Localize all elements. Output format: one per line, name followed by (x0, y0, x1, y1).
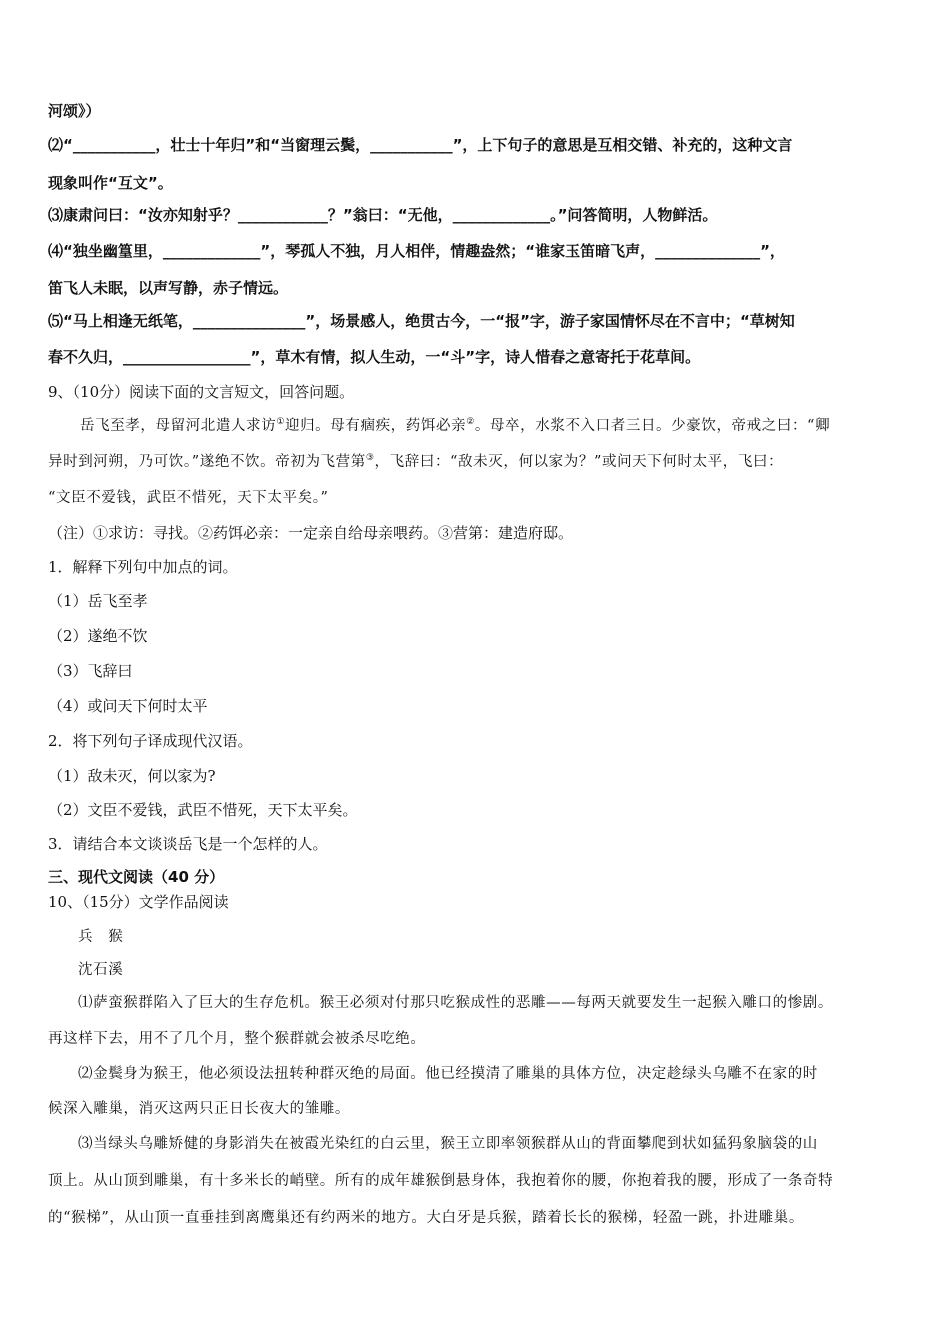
sub-question-2-item-1: （1）敌未灭，何以家为? (48, 767, 216, 785)
story-paragraph-2: ⑵金鬓身为猴王，他必须设法扭转种群灭绝的局面。他已经摸清了雕巢的具体方位，决定趁绿头乌雕不在家的时 (78, 1066, 818, 1082)
sub-question-1-item-1: （1）岳飞至孝 (48, 592, 148, 610)
fill-blank-question-5-cont: 春不久归，_________________”，草木有情，拟人生动，一“斗”字，诗人惜春之意寄托于花草间。 (48, 348, 701, 366)
question-10-heading: 10、（15分）文学作品阅读 (48, 893, 229, 911)
footnote-marker: ① (276, 417, 285, 428)
question-9-heading: 9、（10分）阅读下面的文言短文，回答问题。 (48, 383, 355, 401)
story-paragraph-1-cont: 再这样下去，用不了几个月，整个猴群就会被杀尽吃绝。 (48, 1031, 426, 1047)
sub-question-1: 1．解释下列句中加点的词。 (48, 558, 238, 576)
classical-passage-line-2: 异时到河朔，乃可饮。”遂绝不饮。帝初为飞营第③，飞辞曰：“敌未灭，何以家为？”或问天下何时太平，飞曰： (48, 453, 784, 470)
annotation-note: （注）①求访：寻找。②药饵必亲：一定亲自给母亲喂药。③营第：建造府邸。 (48, 524, 574, 542)
story-paragraph-3: ⑶当绿头乌雕矫健的身影消失在被霞光染红的白云里，猴王立即率领猴群从山的背面攀爬到状如猛犸象脑袋的山 (78, 1136, 818, 1152)
fill-blank-question-4: ⑷“独坐幽篁里，_____________”，琴孤人不独，月人相伴，情趣盎然；“谁家玉笛暗飞声，______________”， (48, 242, 785, 260)
sub-question-2-item-2: （2）文臣不爱钱，武臣不惜死，天下太平矣。 (48, 801, 358, 819)
classical-passage-line-1: 岳飞至孝，母留河北遣人求访①迎归。母有痼疾，药饵必亲②。母卒，水浆不入口者三日。少豪饮，帝戒之曰：“卿 (80, 417, 831, 434)
footnote-marker: ② (466, 417, 475, 428)
sub-question-2: 2．将下列句子译成现代汉语。 (48, 732, 253, 750)
story-paragraph-1: ⑴萨蛮猴群陷入了巨大的生存危机。猴王必须对付那只吃猴成性的恶雕——每两天就要发生一起猴入雕口的惨剧。 (78, 995, 833, 1011)
fill-blank-line-1: 河颂》） (48, 102, 101, 120)
sub-question-1-item-2: （2）遂绝不饮 (48, 627, 148, 645)
fill-blank-question-3: ⑶康肃问曰：“汝亦知射乎？____________？”翁曰：“无他，_____________。”问答简明，人物鲜活。 (48, 206, 718, 224)
fill-blank-question-4-cont: 笛飞人未眠，以声写静，赤子情远。 (48, 279, 289, 297)
sub-question-1-item-3: （3）飞辞曰 (48, 662, 133, 680)
classical-passage-line-3: “文臣不爱钱，武臣不惜死，天下太平矣。” (48, 490, 329, 506)
story-paragraph-3-cont-1: 顶上。从山顶到雕巢，有十多米长的峭壁。所有的成年雄猴倒悬身体，我抱着你的腰，你抱着我的腰，形成了一条奇特 (48, 1173, 834, 1189)
sub-question-1-item-4: （4）或问天下何时太平 (48, 697, 208, 715)
footnote-marker: ③ (365, 453, 375, 464)
fill-blank-question-2-cont: 现象叫作“互文”。 (48, 174, 173, 192)
story-author: 沈石溪 (78, 962, 124, 978)
fill-blank-question-5: ⑸“马上相逢无纸笔，_______________”，场景感人，绝贯古今，一“报”字，游子家国情怀尽在不言中；“草树知 (48, 312, 795, 330)
story-paragraph-2-cont: 候深入雕巢，消灭这两只正日长夜大的雏雕。 (48, 1101, 350, 1117)
section-heading-modern-reading: 三、现代文阅读（40 分） (48, 868, 225, 886)
fill-blank-question-2: ⑵“___________，壮士十年归”和“当窗理云鬓，___________”，上下句子的意思是互相交错、补充的，这种文言 (48, 136, 793, 154)
story-title: 兵 猴 (78, 929, 124, 945)
story-paragraph-3-cont-2: 的“猴梯”，从山顶一直垂挂到离鹰巢还有约两米的地方。大白牙是兵猴，踏着长长的猴梯，轻盈一跳，扑进雕巢。 (48, 1210, 804, 1226)
sub-question-3: 3．请结合本文谈谈岳飞是一个怎样的人。 (48, 835, 328, 853)
